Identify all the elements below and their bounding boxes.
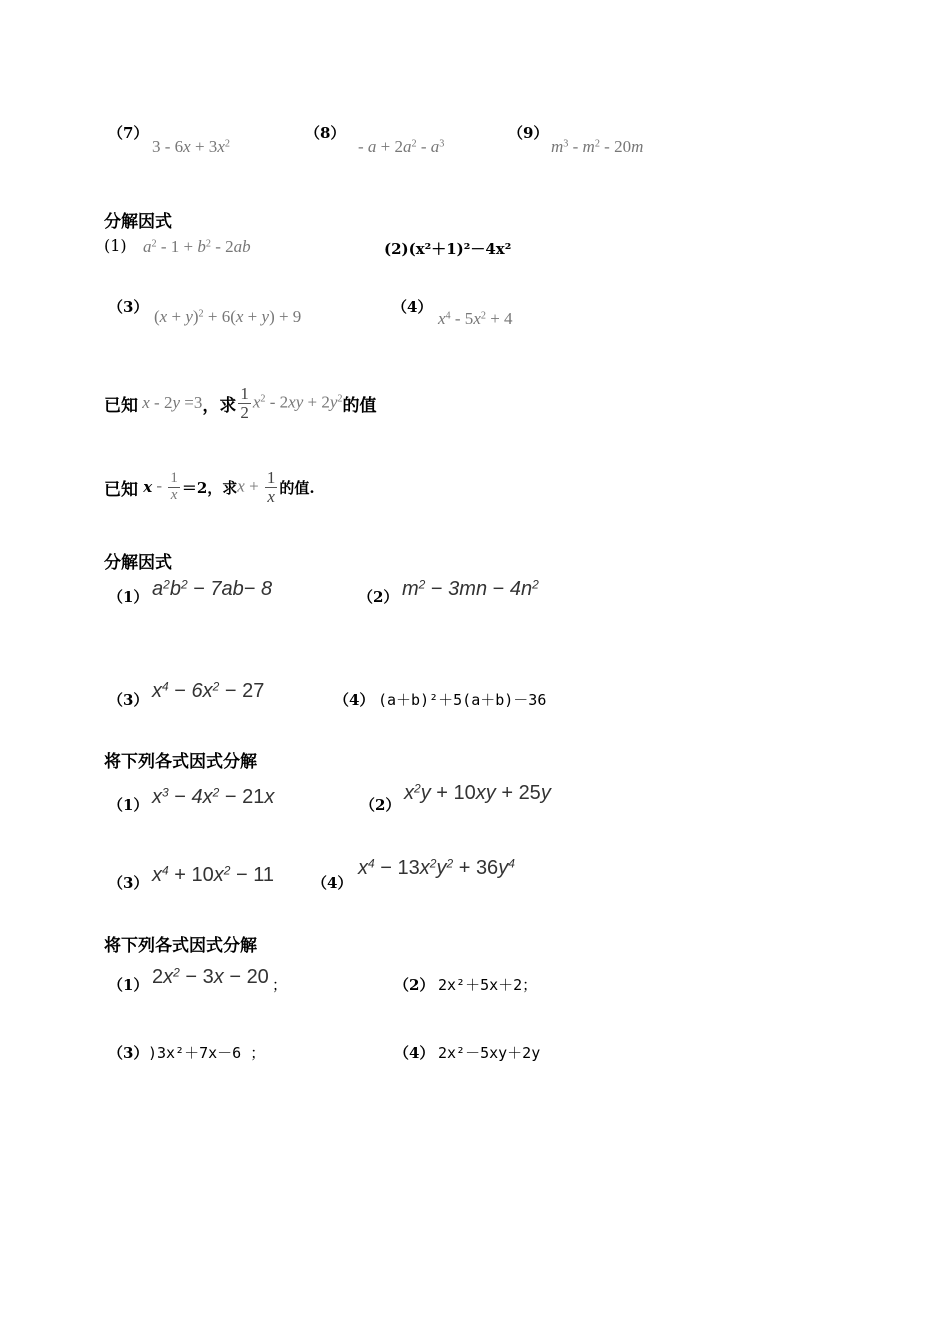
problem-6-4-expression: $x^4 - 13x^2y^2 + 36y^4$: [358, 856, 515, 879]
problem-5-2-expression: $m^2 - 3mn - 4n^2$: [402, 577, 539, 600]
problem-5-4-label: （4）: [334, 691, 375, 709]
problem-7-3-label: （3）: [108, 1044, 149, 1062]
problem-6-1-label: （1）: [108, 796, 149, 814]
problem-6-4-label: （4）: [312, 874, 353, 892]
problem-2-3-expression: $(x + y)^2 + 6(x + y) + 9$: [154, 307, 302, 326]
problem-6-3-label: （3）: [108, 874, 149, 892]
problem-6-3-expression: $x^4 + 10x^2 - 11$: [152, 863, 275, 886]
problem-6-2-expression: $x^2y + 10xy + 25y$: [404, 781, 551, 804]
problem-5-3-expression: $x^4 - 6x^2 - 27$: [152, 679, 265, 702]
target-expression-2: x + $\frac{1}{x}$: [237, 467, 276, 506]
problem-2-4-expression: $x^4 - 5x^2 + 4$: [438, 309, 513, 328]
problem-7-1-label: （1）: [108, 976, 149, 994]
given-condition-line-1: [104, 378, 377, 428]
problem-7-4-label: （4）: [394, 1044, 435, 1062]
problem-7-2-label: （2）: [394, 976, 435, 994]
section-heading-factorize-1: 分解因式: [104, 212, 172, 232]
problem-8-label: （8）: [305, 124, 346, 142]
problem-2-1-expression: $a^2 - 1 + b^2 - 2ab$: [143, 237, 251, 256]
problem-2-2-expression: (2)(x²＋1)²－4x²: [384, 240, 512, 258]
problem-7-3-expression: )3x²＋7x－6 ；: [148, 1044, 266, 1062]
problem-9-label: （9）: [508, 124, 549, 142]
find-connector: ，求: [202, 395, 237, 416]
find-suffix: 的值: [342, 395, 377, 416]
problem-8-expression: - $a + 2a^2 - a^3$: [358, 137, 445, 156]
problem-2-4-label: （4）: [392, 298, 433, 316]
problem-6-1-expression: $x^3 - 4x^2 - 21x$: [152, 785, 275, 808]
problem-2-3-label: （3）: [108, 298, 149, 316]
problem-7-1-expression: $2x^2 - 3x - 20$: [152, 965, 269, 988]
problem-9-expression: $m^3 - m^2 - 20m$: [551, 137, 644, 156]
problem-6-2-label: （2）: [360, 796, 401, 814]
problem-7-label: （7）: [108, 124, 149, 142]
given-fraction: - $\frac{1}{x}$: [152, 469, 178, 503]
given-expression: x - 2y =3: [142, 393, 203, 412]
find-connector-2: ＝2，求: [181, 478, 238, 497]
problem-7-2-expression: 2x²＋5x＋2；: [438, 976, 538, 994]
given-prefix: 已知: [104, 395, 138, 416]
given-prefix-2: 已知: [104, 479, 138, 500]
problem-5-1-expression: $a^2b^2 - 7ab- 8$: [152, 577, 273, 600]
section-heading-factorize-2: 分解因式: [104, 553, 172, 573]
problem-7-1-suffix: ；: [272, 976, 288, 994]
problem-5-2-label: （2）: [358, 588, 399, 606]
problem-7-4-expression: 2x²－5xy＋2y: [438, 1044, 541, 1062]
find-suffix-2: 的值.: [279, 478, 315, 497]
given-variable: x: [138, 478, 153, 496]
problem-7-expression: $3 - 6x + 3x^2$: [152, 137, 230, 156]
problem-5-3-label: （3）: [108, 691, 149, 709]
problem-2-1-label: (1): [104, 236, 127, 255]
section-heading-factor-list-1: 将下列各式因式分解: [104, 752, 257, 772]
problem-5-1-label: （1）: [108, 588, 149, 606]
target-expression: $\frac{1}{2}$ $x^2 - 2xy + 2y^2$: [240, 383, 343, 422]
problem-5-4-expression: (a＋b)²＋5(a＋b)－36: [378, 691, 547, 709]
given-condition-line-2: [104, 462, 315, 512]
section-heading-factor-list-2: 将下列各式因式分解: [104, 936, 257, 956]
